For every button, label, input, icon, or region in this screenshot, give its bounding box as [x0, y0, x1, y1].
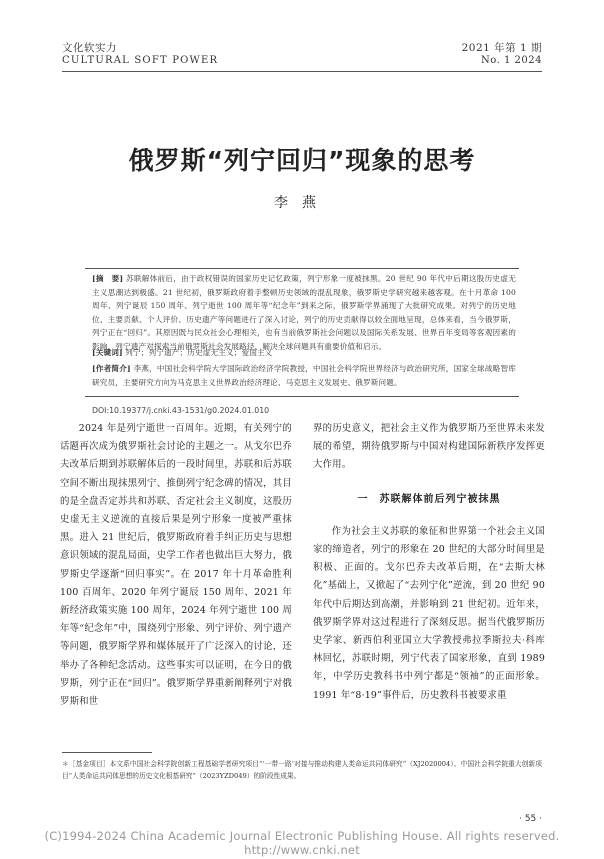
author-info-label: [作者简介] — [92, 364, 131, 373]
keywords-text: 列宁；列宁遗产；历史虚无主义；爱国主义 — [125, 348, 273, 357]
issue-en: No. 1 2024 — [481, 55, 542, 66]
body-paragraph: 2024 年是列宁逝世一百周年。近期，有关列宁的话题再次成为俄罗斯社会讨论的主题之一。从戈尔巴乔夫改革后期到苏联解体后的一段时间里，苏联和后苏联空间不断出现抹黑列宁、推倒列宁纪念碑的情况，其目的是全盘否定苏共和苏联、否定社会主义制度，这股历史虚无主义逆流的直接后果是列宁形象一度被严重抹黑。进入 21 世纪后，俄罗斯政府着手纠正历史与思想意识领域的混乱局面，史学工作者也做出巨大努力，俄罗斯史学逐渐“回归事实”。在 2017 年十月革命胜利 100 百周年、2020 年列宁诞辰 150 周年、2021 年新经济政策实施 100 周年，2024 年列宁逝世 100 周年等“纪念年”中，围绕列宁形象、列宁评价、列宁遗产等问题，俄罗斯学界和媒体展开了广泛深入的讨论，还举办了各种纪念活动。这些事实可以证明，在今日的俄罗斯，列宁正在“回归”。俄罗斯学界重新阐释列宁对俄罗斯和世 — [60, 423, 292, 708]
abstract-block — [92, 272, 516, 353]
keywords-block — [92, 346, 516, 360]
article-author: 李燕 — [274, 195, 330, 211]
doi: DOI:10.19377/j.cnki.43-1531/g0.2024.01.010 — [92, 406, 270, 415]
footnote: ＊［基金项目］本文系中国社会科学院创新工程基础学者研究项目“‘一带一路’对接与推动构建人类命运共同体研究”（XJ2020004）、中国社会科学院重大创新项目“人类命运共同体思想的历史文化根基研究”（2023YZD049）的阶段性成果。 — [62, 760, 542, 780]
issue-cn: 2021 年第 1 期 — [461, 42, 542, 54]
abstract-text: 苏联解体前后，由于政权错误的国家历史记忆政策，列宁形象一度被抹黑。20 世纪 90 年代中后期这股历史虚无主义思潮达到极盛。21 世纪初，俄罗斯政府着手整顿历史领域的混乱现象，俄罗斯史学研究越来越客观。在十月革命 100 周年、列宁诞辰 150 周年、列宁逝世 100 周年等“纪念年”到来之际，俄罗斯学界涌现了大批研究成果。对列宁的历史地位、主要贡献、个人评价、历史遗产等问题进行了深入讨论，列宁的历史贡献得以较全面地呈现，总体来看，当今俄罗斯，列宁正在“回归”。其原因既与民众社会心理相关，也有当前俄罗斯社会问题以及国际关系发展、世界百年变局等客观因素的影响，列宁遗产对探索当前俄罗斯社会发展路径、解决全球问题具有重要价值和启示。 — [92, 274, 517, 351]
abstract-top-divider — [85, 268, 519, 269]
body-column-right — [313, 420, 545, 705]
copyright-watermark: (C)1994-2024 China Academic Journal Electronic Publishing House. All rights reserved. http://www.cnki.net — [44, 829, 560, 857]
header-divider — [62, 71, 542, 72]
journal-name-en: CULTURAL SOFT POWER — [62, 55, 219, 66]
section-heading: 一 苏联解体前后列宁被抹黑 — [357, 493, 501, 505]
abstract-label: [摘 要] — [92, 274, 124, 283]
body-paragraph-continued: 界的历史意义，把社会主义作为俄罗斯乃至世界未来发展的希望，期待俄罗斯与中国对构建国际新秩序发挥更大作用。 — [313, 423, 545, 471]
page-number: · 55 · — [519, 814, 542, 824]
body-paragraph: 作为社会主义苏联的象征和世界第一个社会主义国家的缔造者，列宁的形象在 20 世纪的大部分时间里是积极、正面的。戈尔巴乔夫改革后期，在“去斯大林化”基础上，又掀起了“去列宁化”逆流，到 20 世纪 90 年代中后期达到高潮，并影响到 21 世纪初。近年来，俄罗斯学界对这过程进行了深刻反思。据当代俄罗斯历史学家、新西伯利亚国立大学教授弗拉季斯拉夫·科库林回忆，苏联时期，列宁代表了国家形象，直到 1989 年，中学历史教科书中列宁都是“领袖”的正面形象。1991 年“8·19”事件后，历史教科书被要求重 — [313, 525, 545, 701]
abstract-bottom-divider — [85, 396, 519, 397]
body-column-left — [60, 420, 292, 711]
keywords-label: [关键词] — [92, 348, 123, 357]
journal-name-cn: 文化软实力 — [62, 42, 117, 54]
author-info-text: 李燕，中国社会科学院大学国际政治经济学院教授，中国社会科学院世界经济与政治研究所，国家全球战略智库研究员，主要研究方向为马克思主义世界政治经济理论、马克思主义发展史、俄罗斯问题。 — [92, 364, 517, 387]
article-title: 俄罗斯“列宁回归”现象的思考 — [128, 146, 476, 175]
footnote-divider — [62, 752, 152, 753]
author-info-block — [92, 362, 516, 389]
